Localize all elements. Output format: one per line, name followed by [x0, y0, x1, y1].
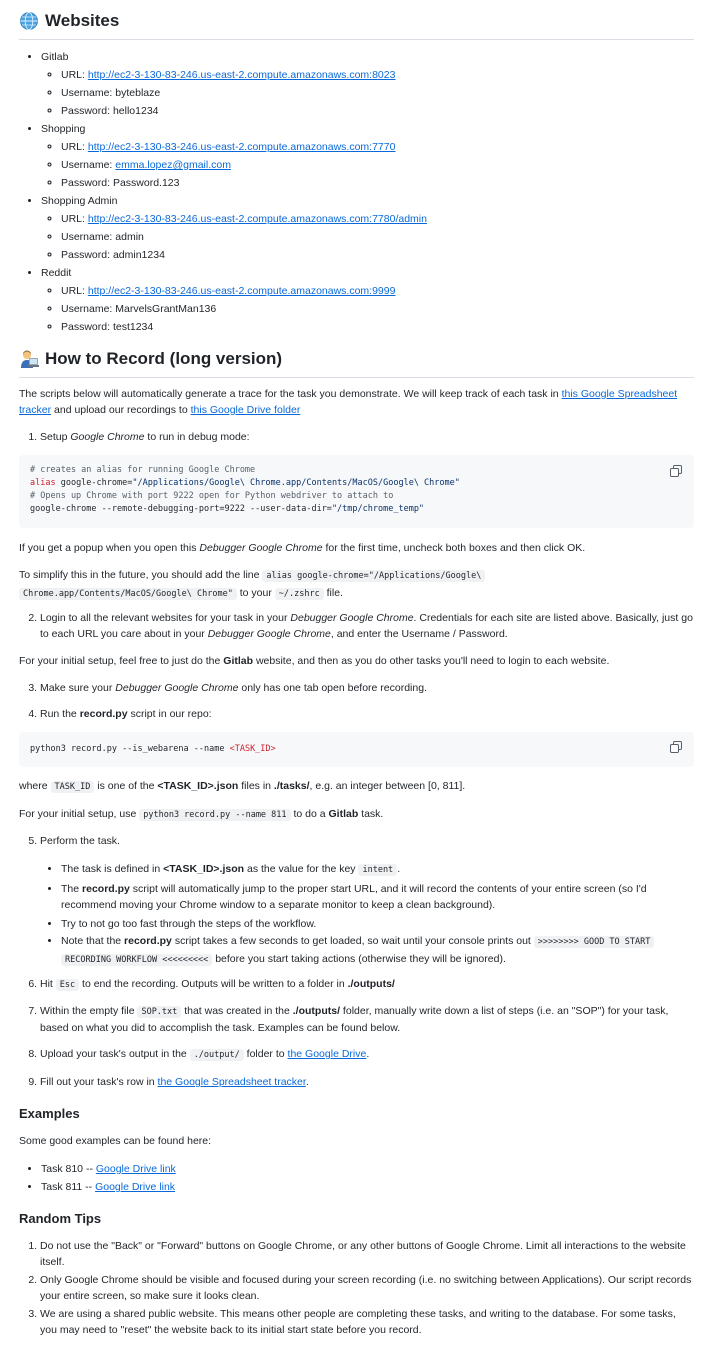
- code-keyword: alias: [30, 478, 56, 488]
- username-label: Username:: [61, 303, 113, 315]
- website-username-row: [61, 84, 694, 102]
- step-text: Login to all the relevant websites for your task in your: [40, 612, 291, 624]
- example-label: Task 811 --: [41, 1181, 96, 1193]
- text: For your initial setup, use: [19, 808, 140, 820]
- inline-code: Esc: [56, 979, 79, 991]
- person-at-computer-icon: [19, 349, 39, 369]
- example-drive-link[interactable]: Google Drive link: [95, 1163, 176, 1175]
- step-text: , and enter the Username / Password.: [330, 628, 508, 640]
- website-username-row: [61, 156, 694, 174]
- code-string: "/Applications/Google\ Chrome.app/Contents/MacOS/Google\ Chrome": [132, 478, 460, 488]
- step-list-8: [19, 1046, 694, 1063]
- websites-list: [19, 48, 694, 336]
- website-name: Gitlab: [41, 51, 69, 63]
- website-username-row: [61, 300, 694, 318]
- popup-note: [19, 540, 694, 556]
- username-value: MarvelsGrantMan136: [115, 303, 217, 315]
- step-list-4: [19, 706, 694, 722]
- step-text: Make sure your: [40, 682, 116, 694]
- step-upload: [40, 1046, 694, 1063]
- code-comment: # creates an alias for running Google Chrome: [30, 465, 256, 475]
- bold-text: record.py: [82, 883, 130, 895]
- website-url-row: [61, 210, 694, 228]
- website-password-row: [61, 246, 694, 264]
- spreadsheet-tracker-link[interactable]: the Google Spreadsheet tracker: [157, 1076, 306, 1088]
- examples-heading: Examples: [19, 1106, 80, 1121]
- text: as the value for the key: [244, 863, 359, 875]
- bullet-go-slow: [61, 915, 694, 933]
- inline-code: python3 record.py --name 811: [139, 809, 290, 821]
- step-emphasis: Debugger Google Chrome: [290, 612, 414, 624]
- website-name: Reddit: [41, 267, 72, 279]
- inline-code: RECORDING WORKFLOW <<<<<<<<<: [61, 954, 212, 966]
- website-url-row: [61, 66, 694, 84]
- step-emphasis: Debugger Google Chrome: [207, 628, 331, 640]
- drive-folder-link[interactable]: this Google Drive folder: [190, 404, 301, 416]
- step-list-9: [19, 1074, 694, 1090]
- step-perform-task: [40, 833, 694, 849]
- text: script takes a few seconds to get loaded, so wait until your console prints out: [171, 935, 534, 947]
- text: before you start taking actions (otherwise they will be ignored).: [212, 953, 506, 965]
- step-bold: ./outputs/: [347, 978, 395, 990]
- code-comment: # Opens up Chrome with port 9222 open for Python webdriver to attach to: [30, 491, 394, 501]
- bold-text: <TASK_ID>.json: [157, 780, 239, 792]
- code-text: google-chrome=: [55, 478, 133, 488]
- text: For your initial setup, feel free to just do the: [19, 655, 224, 667]
- website-url-link[interactable]: http://ec2-3-130-83-246.us-east-2.compute.amazonaws.com:7780/admin: [87, 213, 427, 225]
- inline-code: intent: [358, 864, 397, 876]
- text: is one of the: [94, 780, 158, 792]
- code-placeholder: <TASK_ID>: [229, 744, 276, 754]
- website-item-reddit: [41, 264, 694, 336]
- password-value: admin1234: [112, 249, 165, 261]
- text: where: [19, 780, 51, 792]
- website-item-gitlab: [41, 48, 694, 120]
- step-list-5: [19, 833, 694, 849]
- url-label: URL:: [61, 285, 85, 297]
- step-text: Run the: [40, 708, 80, 720]
- examples-list: [19, 1160, 694, 1196]
- step-list-3: [19, 680, 694, 696]
- text: .: [397, 863, 401, 875]
- step-text: Within the empty file: [40, 1005, 138, 1017]
- website-password-row: [61, 318, 694, 336]
- step-write-sop: [40, 1003, 694, 1036]
- text: file.: [323, 587, 343, 599]
- text: , e.g. an integer between [0, 811].: [309, 780, 466, 792]
- step-setup-chrome: [40, 429, 694, 445]
- text: to do a: [290, 808, 329, 820]
- initial-setup-note: [19, 653, 694, 669]
- step-text: . Credentials for each site are listed above. Basically, just go to each URL you care about in your: [40, 612, 693, 640]
- step-text: Setup: [40, 431, 71, 443]
- username-email-link[interactable]: emma.lopez@gmail.com: [115, 159, 231, 171]
- task-id-note: [19, 778, 694, 795]
- record-heading: [19, 347, 694, 378]
- step-list-1: [19, 429, 694, 445]
- step-one-tab: [40, 680, 694, 696]
- simplify-note: [19, 567, 694, 603]
- code-block-chrome-alias: [19, 455, 694, 528]
- step-emphasis: Debugger Google Chrome: [115, 682, 239, 694]
- inline-code: alias google-chrome="/Applications/Google\: [262, 570, 485, 582]
- intro-text: The scripts below will automatically generate a trace for the task you demonstrate. We will keep track of each task in: [19, 388, 562, 400]
- step-bold: ./outputs/: [292, 1005, 341, 1017]
- step-text: .: [305, 1076, 309, 1088]
- tips-heading: Random Tips: [19, 1211, 102, 1226]
- code-block-record-command: [19, 732, 694, 767]
- step-text: Fill out your task's row in: [40, 1076, 158, 1088]
- username-value: admin: [115, 231, 144, 243]
- website-name: Shopping Admin: [41, 195, 118, 207]
- step-text: to run in debug mode:: [144, 431, 250, 443]
- website-url-link[interactable]: http://ec2-3-130-83-246.us-east-2.compute.amazonaws.com:7770: [87, 141, 396, 153]
- text: for the first time, uncheck both boxes and then click OK.: [322, 542, 586, 554]
- example-item: [41, 1160, 694, 1178]
- tip-item: 1. Do not use the "Back" or "Forward" buttons on Google Chrome, or any other buttons of Google Chrome. Limit all interactions to the website itself.: [40, 1238, 694, 1270]
- inline-code: SOP.txt: [137, 1006, 181, 1018]
- websites-heading: [19, 9, 694, 40]
- google-drive-link[interactable]: the Google Drive: [287, 1048, 367, 1060]
- globe-icon: [19, 11, 39, 31]
- bold-text: <TASK_ID>.json: [163, 863, 245, 875]
- website-url-row: [61, 282, 694, 300]
- text: website, and then as you do other tasks you'll need to login to each website.: [253, 655, 610, 667]
- code-text: google-chrome --remote-debugging-port=9222 --user-data-dir=: [30, 504, 332, 514]
- step-text: script in our repo:: [127, 708, 212, 720]
- tips-list: [19, 1238, 694, 1338]
- step-text: folder to: [243, 1048, 288, 1060]
- username-label: Username:: [61, 231, 113, 243]
- password-value: Password.123: [112, 177, 180, 189]
- step-fill-tracker: [40, 1074, 694, 1090]
- tip-item: 3. We are using a shared public website. This means other people are completing these tasks, and writing to the database. For some tasks, you may need to "reset" the website back to its initial start state before you record.: [40, 1306, 694, 1338]
- step-text: Upload your task's output in the: [40, 1048, 190, 1060]
- url-label: URL:: [61, 141, 85, 153]
- text: files in: [238, 780, 274, 792]
- website-item-shopping-admin: [41, 192, 694, 264]
- record-heading-text: How to Record (long version): [45, 349, 283, 368]
- inline-code: >>>>>>>> GOOD TO START: [534, 936, 655, 948]
- inline-code: Chrome.app/Contents/MacOS/Google\ Chrome": [19, 588, 237, 600]
- username-label: Username:: [61, 159, 113, 171]
- tip-item: 2. Only Google Chrome should be visible and focused during your screen recording (i.e. no switching between Applications). Our script records your entire screen, so make sure it looks clean.: [40, 1272, 694, 1304]
- password-label: Password:: [61, 249, 111, 261]
- step-text: .: [366, 1048, 370, 1060]
- username-label: Username:: [61, 87, 113, 99]
- copy-icon[interactable]: [670, 741, 682, 753]
- inline-code: ./output/: [190, 1049, 244, 1061]
- password-value: test1234: [112, 321, 154, 333]
- text: To simplify this in the future, you should add the line: [19, 569, 263, 581]
- code-string: "/tmp/chrome_temp": [331, 504, 425, 514]
- perform-task-bullets: [19, 860, 694, 969]
- initial-command-note: [19, 806, 694, 823]
- example-drive-link[interactable]: Google Drive link: [95, 1181, 176, 1193]
- step-list-2: [19, 610, 694, 642]
- text: Try to not go too fast through the steps of the workflow.: [61, 918, 317, 930]
- step-text: Hit: [40, 978, 56, 990]
- text: to your: [236, 587, 275, 599]
- examples-intro: Some good examples can be found here:: [19, 1135, 212, 1147]
- website-url-link[interactable]: http://ec2-3-130-83-246.us-east-2.compute.amazonaws.com:9999: [87, 285, 396, 297]
- bullet-task-definition: [61, 860, 694, 879]
- bullet-wait-loaded: [61, 933, 694, 969]
- spreadsheet-tracker-link[interactable]: this Google Spreadsheet tracker: [19, 388, 678, 416]
- emphasis: Debugger Google Chrome: [199, 542, 323, 554]
- password-label: Password:: [61, 105, 111, 117]
- example-label: Task 810 --: [41, 1163, 96, 1175]
- password-label: Password:: [61, 321, 111, 333]
- url-label: URL:: [61, 69, 85, 81]
- step-list-6: [19, 976, 694, 993]
- inline-code: TASK_ID: [51, 781, 95, 793]
- copy-icon[interactable]: [670, 465, 682, 477]
- bold-text: record.py: [124, 935, 172, 947]
- code-text: python3 record.py --is_webarena --name: [30, 744, 230, 754]
- record-intro: [19, 386, 694, 418]
- text: script will automatically jump to the proper start URL, and it will record the contents of your entire screen (so I'd recommend moving your Chrome window to a separate monitor to keep a clean background).: [61, 883, 647, 911]
- websites-heading-text: Websites: [45, 11, 120, 30]
- step-run-record: [40, 706, 694, 722]
- step-text: folder, manually write down a list of steps (i.e. an "SOP") for your task, based on what you did to accomplish the task. Examples can be found below.: [40, 1005, 669, 1034]
- text: task.: [358, 808, 384, 820]
- intro-text: and upload our recordings to: [51, 404, 191, 416]
- step-text: that was created in the: [181, 1005, 293, 1017]
- step-emphasis: Google Chrome: [70, 431, 145, 443]
- step-text: Perform the task.: [40, 835, 120, 847]
- website-name: Shopping: [41, 123, 86, 135]
- bold-text: Gitlab: [223, 655, 254, 667]
- website-username-row: [61, 228, 694, 246]
- password-label: Password:: [61, 177, 111, 189]
- website-password-row: [61, 102, 694, 120]
- text: The: [61, 883, 83, 895]
- website-url-row: [61, 138, 694, 156]
- website-password-row: [61, 174, 694, 192]
- step-bold: record.py: [79, 708, 128, 720]
- username-value: byteblaze: [115, 87, 161, 99]
- password-value: hello1234: [112, 105, 159, 117]
- inline-code: ~/.zshrc: [275, 588, 324, 600]
- step-login: [40, 610, 694, 642]
- url-label: URL:: [61, 213, 85, 225]
- step-list-7: [19, 1003, 694, 1036]
- step-text: to end the recording. Outputs will be written to a folder in: [79, 978, 348, 990]
- website-url-link[interactable]: http://ec2-3-130-83-246.us-east-2.compute.amazonaws.com:8023: [87, 69, 396, 81]
- website-item-shopping: [41, 120, 694, 192]
- bullet-record-behavior: [61, 881, 694, 913]
- text: If you get a popup when you open this: [19, 542, 200, 554]
- text: The task is defined in: [61, 863, 164, 875]
- bold-text: Gitlab: [328, 808, 359, 820]
- step-end-recording: [40, 976, 694, 993]
- example-item: [41, 1178, 694, 1196]
- step-text: only has one tab open before recording.: [238, 682, 427, 694]
- text: Note that the: [61, 935, 125, 947]
- bold-text: ./tasks/: [273, 780, 310, 792]
